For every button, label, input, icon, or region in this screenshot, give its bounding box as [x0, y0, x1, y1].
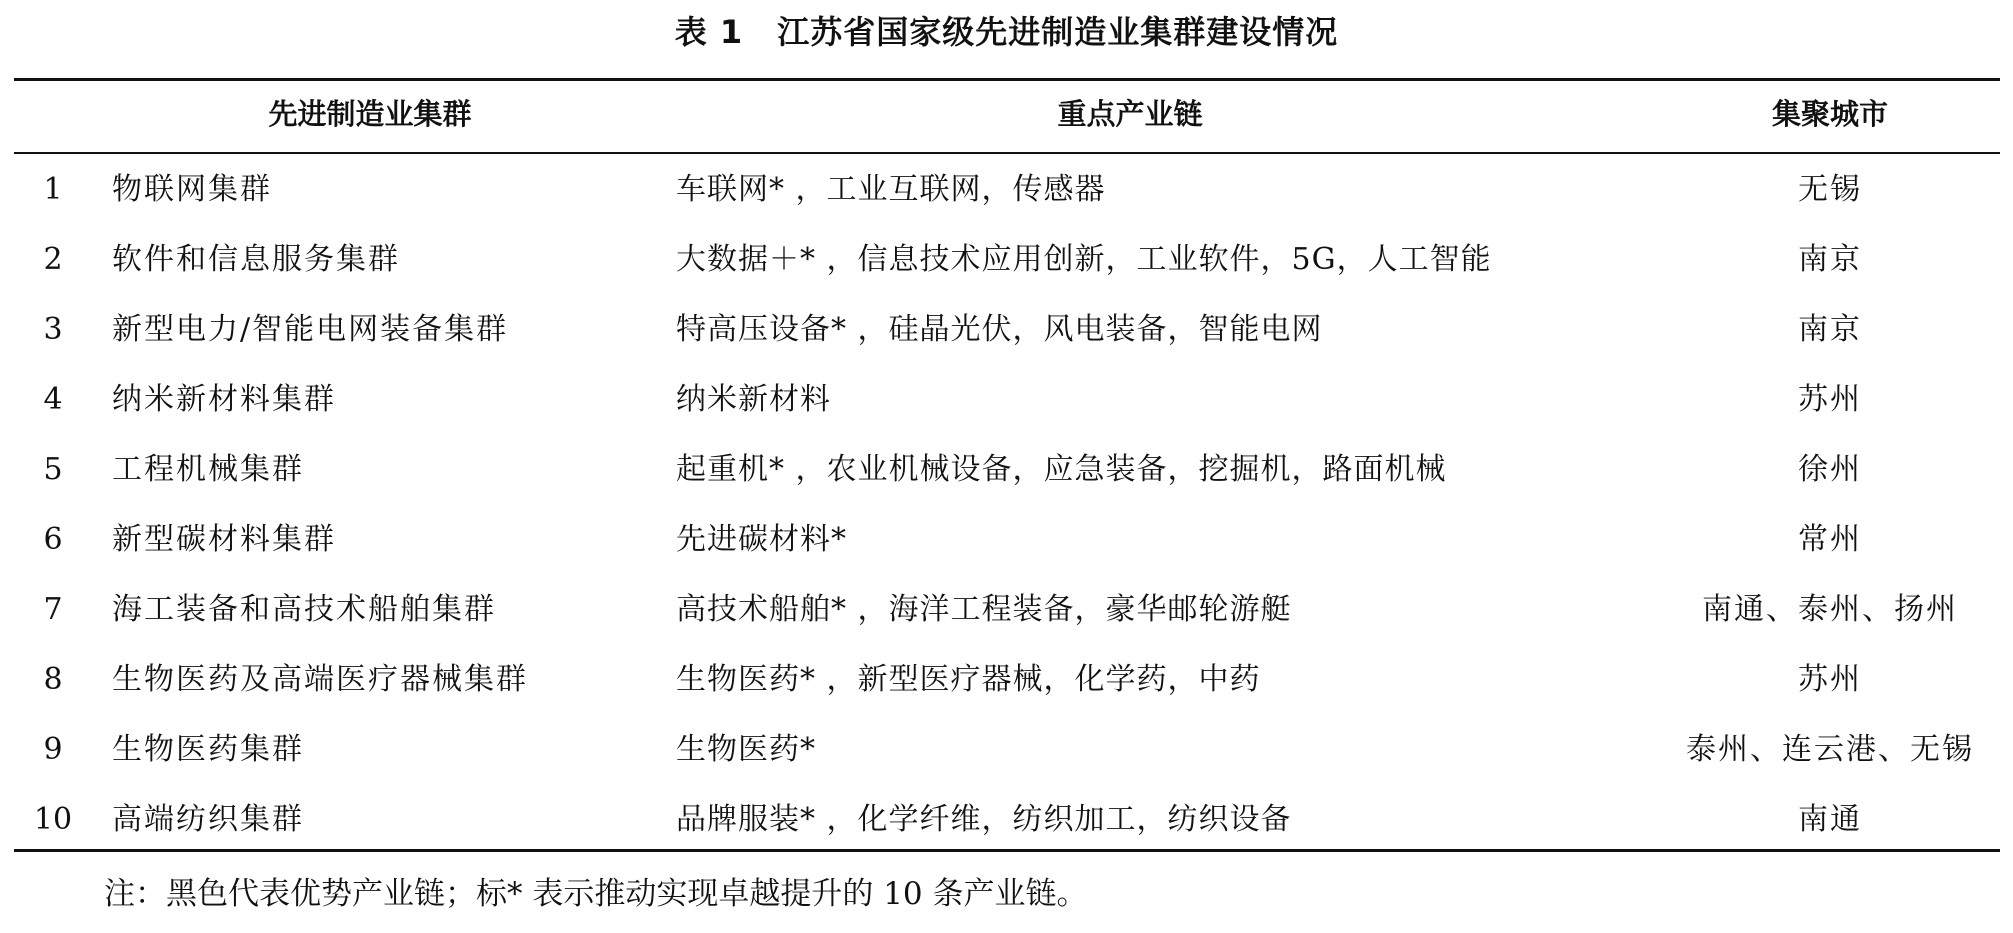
industry-chain: 特高压设备* ，硅晶光伏，风电装备，智能电网	[676, 312, 1323, 347]
cluster-city: 南通、泰州、扬州	[1702, 592, 1958, 627]
bottom-rule	[14, 849, 2000, 852]
row-number: 7	[43, 592, 63, 627]
table-row	[0, 505, 2013, 575]
table-number: 表 1	[674, 13, 744, 51]
cluster-name: 海工装备和高技术船舶集群	[112, 592, 496, 627]
table-footnote: 注：黑色代表优势产业链；标* 表示推动实现卓越提升的 10 条产业链。	[104, 876, 1088, 912]
industry-chain: 高技术船舶* ，海洋工程装备，豪华邮轮游艇	[676, 592, 1292, 627]
cluster-city: 常州	[1798, 522, 1862, 557]
industry-chain: 品牌服装* ，化学纤维，纺织加工，纺织设备	[676, 802, 1292, 837]
table-row	[0, 645, 2013, 715]
table-row	[0, 785, 2013, 855]
cluster-city: 徐州	[1798, 452, 1862, 487]
table-row	[0, 155, 2013, 225]
row-number: 5	[43, 452, 63, 487]
table-body	[0, 155, 2013, 855]
cluster-name: 纳米新材料集群	[112, 382, 336, 417]
cluster-name: 物联网集群	[112, 172, 272, 207]
table-title: 江苏省国家级先进制造业集群建设情况	[777, 13, 1339, 51]
industry-chain: 先进碳材料*	[676, 522, 847, 557]
cluster-city: 苏州	[1798, 662, 1862, 697]
cluster-name: 生物医药及高端医疗器械集群	[112, 662, 528, 697]
cluster-city: 泰州、连云港、无锡	[1686, 732, 1974, 767]
cluster-name: 新型电力/智能电网装备集群	[112, 312, 509, 347]
header-cluster: 先进制造业集群	[268, 97, 472, 131]
cluster-city: 南京	[1798, 242, 1862, 277]
industry-chain: 车联网* ，工业互联网，传感器	[676, 172, 1106, 207]
top-rule	[14, 78, 2000, 81]
header-chain: 重点产业链	[1057, 97, 1203, 131]
cluster-name: 新型碳材料集群	[112, 522, 336, 557]
table-row	[0, 435, 2013, 505]
industry-chain: 起重机* ，农业机械设备，应急装备，挖掘机，路面机械	[676, 452, 1447, 487]
table-row	[0, 715, 2013, 785]
table-row	[0, 365, 2013, 435]
table-row	[0, 575, 2013, 645]
industry-chain: 大数据＋* ，信息技术应用创新，工业软件，5G，人工智能	[676, 242, 1492, 277]
row-number: 6	[43, 522, 63, 557]
cluster-city: 无锡	[1798, 172, 1862, 207]
cluster-city: 苏州	[1798, 382, 1862, 417]
industry-chain: 生物医药*	[676, 732, 816, 767]
row-number: 1	[43, 172, 63, 207]
row-number: 4	[43, 382, 63, 417]
row-number: 3	[43, 312, 63, 347]
table-caption	[0, 12, 2013, 52]
row-number: 10	[33, 802, 73, 837]
row-number: 2	[43, 242, 63, 277]
row-number: 8	[43, 662, 63, 697]
cluster-city: 南京	[1798, 312, 1862, 347]
cluster-name: 软件和信息服务集群	[112, 242, 400, 277]
cluster-name: 生物医药集群	[112, 732, 304, 767]
cluster-name: 高端纺织集群	[112, 802, 304, 837]
table-row	[0, 295, 2013, 365]
header-rule	[14, 152, 2000, 154]
row-number: 9	[43, 732, 63, 767]
cluster-name: 工程机械集群	[112, 452, 304, 487]
header-city: 集聚城市	[1771, 97, 1888, 131]
cluster-city: 南通	[1798, 802, 1862, 837]
table-row	[0, 225, 2013, 295]
industry-chain: 纳米新材料	[676, 382, 831, 417]
industry-chain: 生物医药* ，新型医疗器械，化学药，中药	[676, 662, 1261, 697]
